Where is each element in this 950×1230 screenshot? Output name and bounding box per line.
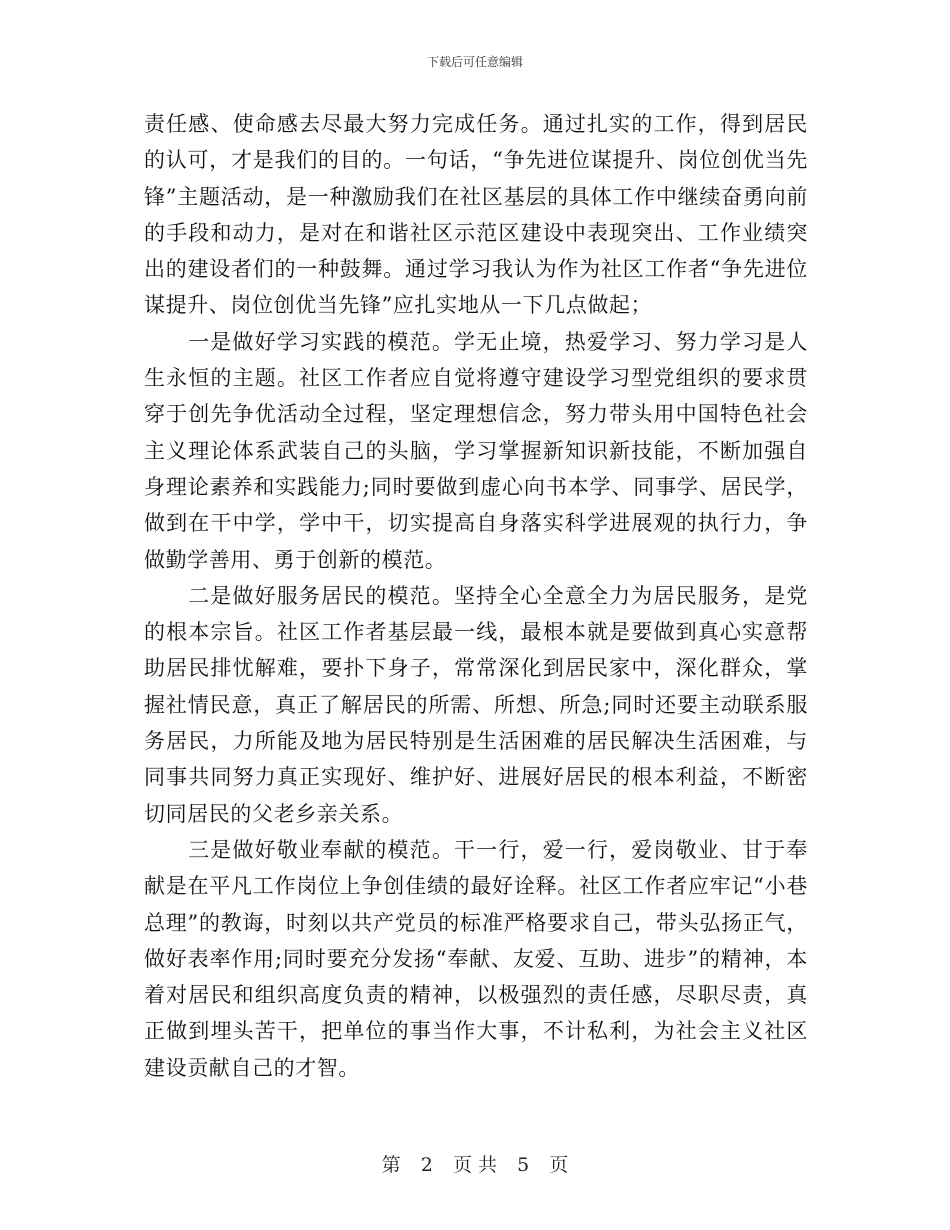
page-number-footer bbox=[0, 1152, 950, 1178]
paragraph-continuation: 责任感、使命感去尽最大努力完成任务。通过扎实的工作，得到居民的认可，才是我们的目的。一句话，“争先进位谋提升、岗位创优当先锋”主题活动，是一种激励我们在社区基层的具体工作中继续奋勇向前的手段和动力，是对在和谐社区示范区建设中表现突出、工作业绩突出的建设者们的一种鼓舞。通过学习我认为作为社区工作者“争先进位谋提升、岗位创优当先锋”应扎实地从一下几点做起； bbox=[144, 112, 808, 318]
page-header: 下载后可任意编辑 bbox=[426, 55, 523, 69]
total-page-number: 5 bbox=[517, 1154, 530, 1176]
document-body bbox=[144, 106, 808, 1086]
paragraph-dedication-model: 三是做好敬业奉献的模范。干一行，爱一行，爱岗敬业、甘于奉献是在平凡工作岗位上争创佳绩的最好诠释。社区工作者应牢记“小巷总理”的教诲，时刻以共产党员的标准严格要求自己，带头弘扬正气，做好表率作用;同时要充分发扬“奉献、友爱、互助、进步”的精神，本着对居民和组织高度负责的精神，以极强烈的责任感，尽职尽责，真正做到埋头苦干，把单位的事当作大事，不计私利，为社会主义社区建设贡献自己的才智。 bbox=[144, 837, 808, 1080]
paragraph-service-model: 二是做好服务居民的模范。坚持全心全意全力为居民服务，是党的根本宗旨。社区工作者基层最一线，最根本就是要做到真心实意帮助居民排忧解难，要扑下身子，常常深化到居民家中，深化群众，掌握社情民意，真正了解居民的所需、所想、所急;同时还要主动联系服务居民，力所能及地为居民特别是生活困难的居民解决生活困难，与同事共同努力真正实现好、维护好、进展好居民的根本利益，不断密切同居民的父老乡亲关系。 bbox=[144, 583, 808, 826]
footer-suffix: 页 bbox=[549, 1154, 569, 1176]
paragraph-study-model: 一是做好学习实践的模范。学无止境，热爱学习、努力学习是人生永恒的主题。社区工作者应自觉将遵守建设学习型党组织的要求贯穿于创先争优活动全过程，坚定理想信念，努力带头用中国特色社会主义理论体系武装自己的头脑，学习掌握新知识新技能，不断加强自身理论素养和实践能力;同时要做到虚心向书本学、同事学、居民学，做到在干中学，学中干，切实提高自身落实科学进展观的执行力，争做勤学善用、勇于创新的模范。 bbox=[144, 329, 808, 572]
current-page-number: 2 bbox=[420, 1154, 433, 1176]
footer-middle: 页 共 bbox=[452, 1154, 498, 1176]
footer-prefix: 第 bbox=[381, 1154, 401, 1176]
